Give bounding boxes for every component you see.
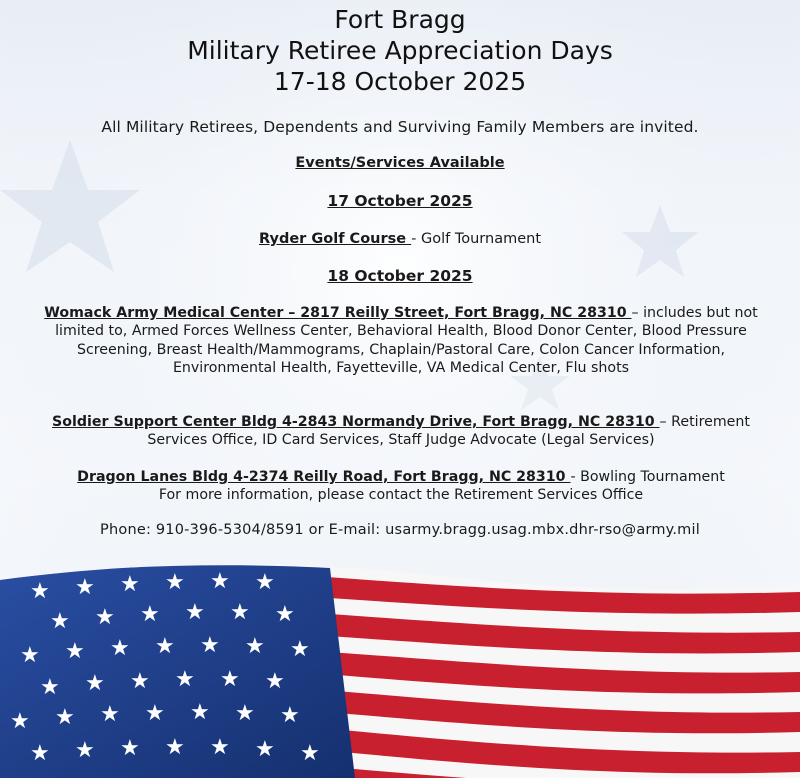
flag-star-icon: ★ bbox=[40, 675, 60, 700]
golf-event-description: - Golf Tournament bbox=[411, 231, 542, 247]
invitation-text: All Military Retirees, Dependents and Surviving Family Members are invited. bbox=[101, 118, 699, 136]
womack-services-paragraph bbox=[26, 304, 776, 378]
womack-services-description: – includes but not limited to, Armed Forces Wellness Center, Behavioral Health, Blood Donor Center, Blood Pressure Screening, Breast Health/Mammograms, Chaplain/Pastoral Care, Colon Cancer Information, Environmental Health, Fayetteville, VA Medical Center, Flu shots bbox=[55, 305, 758, 377]
title-line-3: 17-18 October 2025 bbox=[273, 67, 527, 96]
flag-star-icon: ★ bbox=[100, 702, 120, 727]
flag-star-icon: ★ bbox=[85, 671, 105, 696]
day1-golf-event bbox=[0, 230, 800, 248]
flag-star-icon: ★ bbox=[165, 735, 185, 760]
flag-star-icon: ★ bbox=[10, 709, 30, 734]
dragon-lanes-paragraph bbox=[26, 468, 776, 505]
day1-date-heading: 17 October 2025 bbox=[327, 192, 473, 210]
flag-star-icon: ★ bbox=[190, 700, 210, 725]
flag-star-icon: ★ bbox=[120, 736, 140, 761]
flag-star-icon: ★ bbox=[110, 636, 130, 661]
flag-star-icon: ★ bbox=[140, 602, 160, 627]
day2-date-heading: 18 October 2025 bbox=[327, 267, 473, 285]
flag-star-icon: ★ bbox=[230, 600, 250, 625]
flag-star-icon: ★ bbox=[30, 741, 50, 766]
flag-star-icon: ★ bbox=[175, 667, 195, 692]
flag-star-icon: ★ bbox=[265, 669, 285, 694]
title-line-2: Military Retiree Appreciation Days bbox=[187, 36, 613, 65]
soldier-support-paragraph bbox=[26, 413, 776, 450]
flag-star-icon: ★ bbox=[300, 741, 320, 766]
flyer-title bbox=[0, 4, 800, 97]
flag-star-icon: ★ bbox=[235, 701, 255, 726]
flag-star-icon: ★ bbox=[130, 669, 150, 694]
flag-star-icon: ★ bbox=[65, 639, 85, 664]
flag-star-icon: ★ bbox=[255, 570, 275, 595]
flag-star-icon: ★ bbox=[210, 569, 230, 594]
flag-star-icon: ★ bbox=[95, 605, 115, 630]
flag-star-icon: ★ bbox=[120, 572, 140, 597]
flag-star-icon: ★ bbox=[210, 735, 230, 760]
flag-star-icon: ★ bbox=[155, 634, 175, 659]
dragon-lanes-link[interactable]: Dragon Lanes Bldg 4-2374 Reilly Road, Fort Bragg, NC 28310 bbox=[77, 469, 571, 485]
flag-star-icon: ★ bbox=[75, 575, 95, 600]
flag-star-icon: ★ bbox=[200, 633, 220, 658]
flag-star-icon: ★ bbox=[50, 609, 70, 634]
soldier-support-description: – Retirement Services Office, ID Card Services, Staff Judge Advocate (Legal Services) bbox=[147, 414, 750, 449]
flag-star-icon: ★ bbox=[55, 705, 75, 730]
womack-medical-center-link[interactable]: Womack Army Medical Center – 2817 Reilly Street, Fort Bragg, NC 28310 bbox=[44, 305, 632, 321]
flag-star-icon: ★ bbox=[290, 637, 310, 662]
flag-star-icon: ★ bbox=[20, 643, 40, 668]
ryder-golf-course-link[interactable]: Ryder Golf Course bbox=[258, 231, 412, 247]
title-line-1: Fort Bragg bbox=[334, 5, 466, 34]
bowling-event-description: - Bowling Tournament bbox=[570, 469, 725, 485]
flag-star-icon: ★ bbox=[280, 703, 300, 728]
flag-star-icon: ★ bbox=[275, 602, 295, 627]
flag-star-icon: ★ bbox=[185, 600, 205, 625]
flag-star-icon: ★ bbox=[145, 701, 165, 726]
flag-star-icon: ★ bbox=[75, 738, 95, 763]
flag-star-icon: ★ bbox=[245, 634, 265, 659]
flag-star-icon: ★ bbox=[165, 570, 185, 595]
contact-info: Phone: 910-396-5304/8591 or E-mail: usarmy.bragg.usag.mbx.dhr-rso@army.mil bbox=[100, 522, 700, 538]
flag-star-icon: ★ bbox=[220, 667, 240, 692]
events-heading: Events/Services Available bbox=[295, 155, 505, 171]
flag-star-icon: ★ bbox=[30, 579, 50, 604]
soldier-support-center-link[interactable]: Soldier Support Center Bldg 4-2843 Normandy Drive, Fort Bragg, NC 28310 bbox=[52, 414, 660, 430]
flag-star-icon: ★ bbox=[255, 737, 275, 762]
more-info-text: For more information, please contact the Retirement Services Office bbox=[158, 487, 644, 504]
